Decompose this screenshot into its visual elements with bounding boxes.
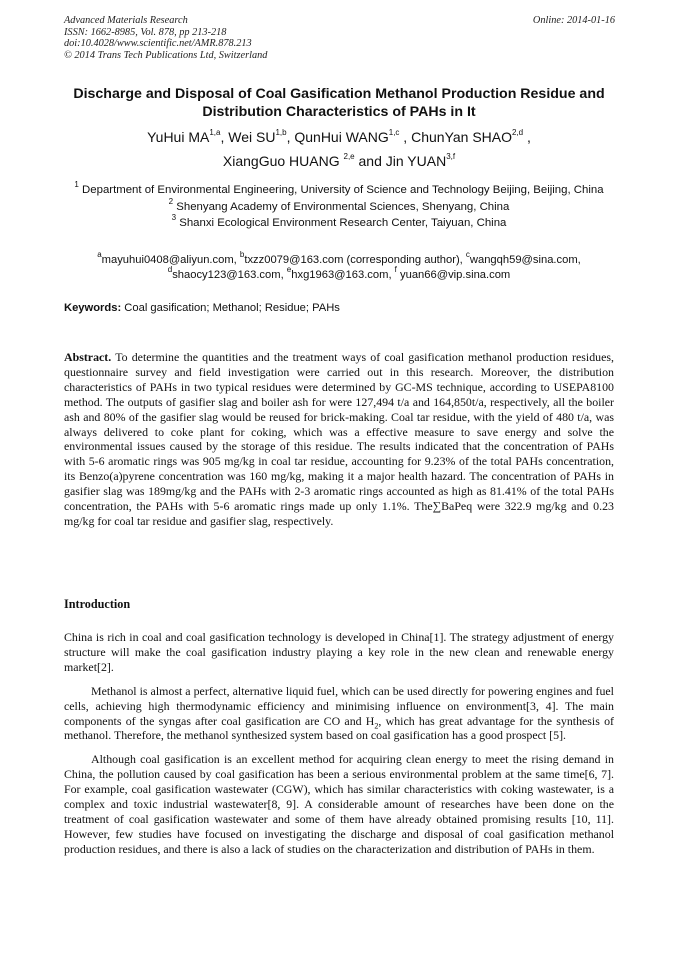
email-a[interactable]: mayuhui0408@aliyun.com,	[101, 254, 240, 266]
abstract-text: To determine the quantities and the treatment ways of coal gasification methanol production residues, questionnaire survey and field investigation were carried out in this research. Moreover, the distribution characteristics of PAHs in two typical residues were determined by GC-MS technique, according to USEPA8100 method. The outputs of gasifier slag and boiler ash for were 127,494 t/a and 164,850t/a, respectively, all the boiler ash and 80% of the gasifier slag would be reused for brick-making. Coal tar residue, with the yield of 480 t/a, was always delivered to coke plant for coking, which was a effective measure to save energy and solve the environmental issues caused by the storage of this residue. The results indicated that the concentration of PAHs with 5-6 aromatic rings was 905 mg/kg in coal tar residue, accounting for 9.23% of the total PAHs concentration, its Benzo(a)pyrene concentration was 160 mg/kg, making it a major health hazard. The concentration of PAHs in gasifier slag was 189mg/kg and the PAHs with 2-3 aromatic rings accounted as high as 81.41% of the total PAHs concentration, the PAHs with 5-6 aromatic rings made up only 1.1%. The∑BaPeq were 322.9 mg/kg and 0.23 mg/kg for coal tar residue and gasifier slag, respectively.	[64, 350, 614, 528]
doi-line: doi:10.4028/www.scientific.net/AMR.878.213	[64, 38, 252, 50]
abstract-label: Abstract.	[64, 350, 112, 364]
intro-paragraph-2: Methanol is almost a perfect, alternative liquid fuel, which can be used directly for powering engines and fuel cells, achieving high thermodynamic efficiency and minimising influence on environment[3, 4]. The main components of the syngas after coal gasification are CO and $H_2$, which has great advantage for the synthesis of methanol. Therefore, the methanol synthesized system based on coal gasification has a good prospect [5].	[64, 683, 614, 743]
journal-name: Advanced Materials Research	[64, 15, 188, 26]
affiliations	[64, 182, 614, 232]
author-5: XiangGuo HUANG $^{2,e}$ and	[222, 152, 386, 169]
email-c[interactable]: wangqh59@sina.com,	[469, 254, 581, 266]
affiliation-1: $^1$ Department of Environmental Engineering, University of Science and Technology Beijing, Beijing, China	[74, 180, 604, 196]
copyright-line: © 2014 Trans Tech Publications Ltd, Switzerland	[64, 49, 268, 61]
keywords-label: Keywords:	[64, 302, 122, 314]
abstract	[64, 350, 614, 529]
journal-meta	[64, 15, 267, 61]
author-2: Wei SU$^{1,b}$,	[228, 128, 295, 145]
email-line-1: $^a$mayuhui0408@aliyun.com, $^b$txzz0079@163.com (corresponding author), $^c$wangqh59@sina.com,	[97, 250, 581, 266]
keywords-text: Coal gasification; Methanol; Residue; PAHs	[121, 302, 340, 314]
email-d[interactable]: shaocy123@163.com,	[172, 268, 287, 281]
section-heading-introduction: Introduction	[64, 597, 131, 611]
intro-paragraph-3: Although coal gasification is an excellent method for acquiring clean energy to meet the rising demand in China, the pollution caused by coal gasification has been a serious environmental problem at the same time[6, 7]. For example, coal gasification wastewater (CGW), which has similar characteristics with coking wastewater, is a complex and toxic industrial wastewater[8, 9]. A considerable amount of researches have been done on the treatment of coal gasification wastewater and some of them have already obtained promising results [10, 11]. However, few studies have focused on investigating the discharge and disposal of coal gasification methanol production residues, and there is also a lack of studies on the characterization and distribution of PAHs in them.	[64, 752, 614, 856]
paper-title: Discharge and Disposal of Coal Gasification Methanol Production Residue and Distribution Characteristics of PAHs in It	[73, 86, 605, 120]
email-line-2: $^d$shaocy123@163.com, $^e$hxg1963@163.com, $^f$ yuan66@vip.sina.com	[167, 264, 511, 281]
introduction-body	[64, 630, 614, 866]
intro-paragraph-1: China is rich in coal and coal gasification technology is developed in China[1]. The strategy adjustment of energy structure will make the coal gasification industry playing a key role in the new clean and renewable energy market[2].	[64, 630, 614, 674]
author-1: YuHui MA$^{1,a}$,	[147, 128, 229, 145]
online-date: Online: 2014-01-16	[532, 15, 615, 26]
affiliation-2: $^2$ Shenyang Academy of Environmental Sciences, Shenyang, China	[168, 196, 510, 213]
author-3: QunHui WANG$^{1,c}$ ,	[294, 128, 412, 145]
email-f[interactable]: yuan66@vip.sina.com	[396, 268, 511, 281]
email-e[interactable]: hxg1963@163.com,	[291, 268, 395, 281]
email-b[interactable]: txzz0079@163.com (corresponding author),	[244, 254, 466, 266]
author-6: Jin YUAN$^{3,f}$	[385, 152, 456, 169]
author-list	[64, 125, 614, 173]
issn-line: ISSN: 1662-8985, Vol. 878, pp 213-218	[64, 26, 227, 38]
author-4: ChunYan SHAO$^{2,d}$ ,	[411, 128, 531, 145]
author-emails	[64, 250, 614, 282]
keywords	[64, 302, 614, 314]
affiliation-3: $^3$ Shanxi Ecological Environment Research Center, Taiyuan, China	[171, 213, 507, 229]
